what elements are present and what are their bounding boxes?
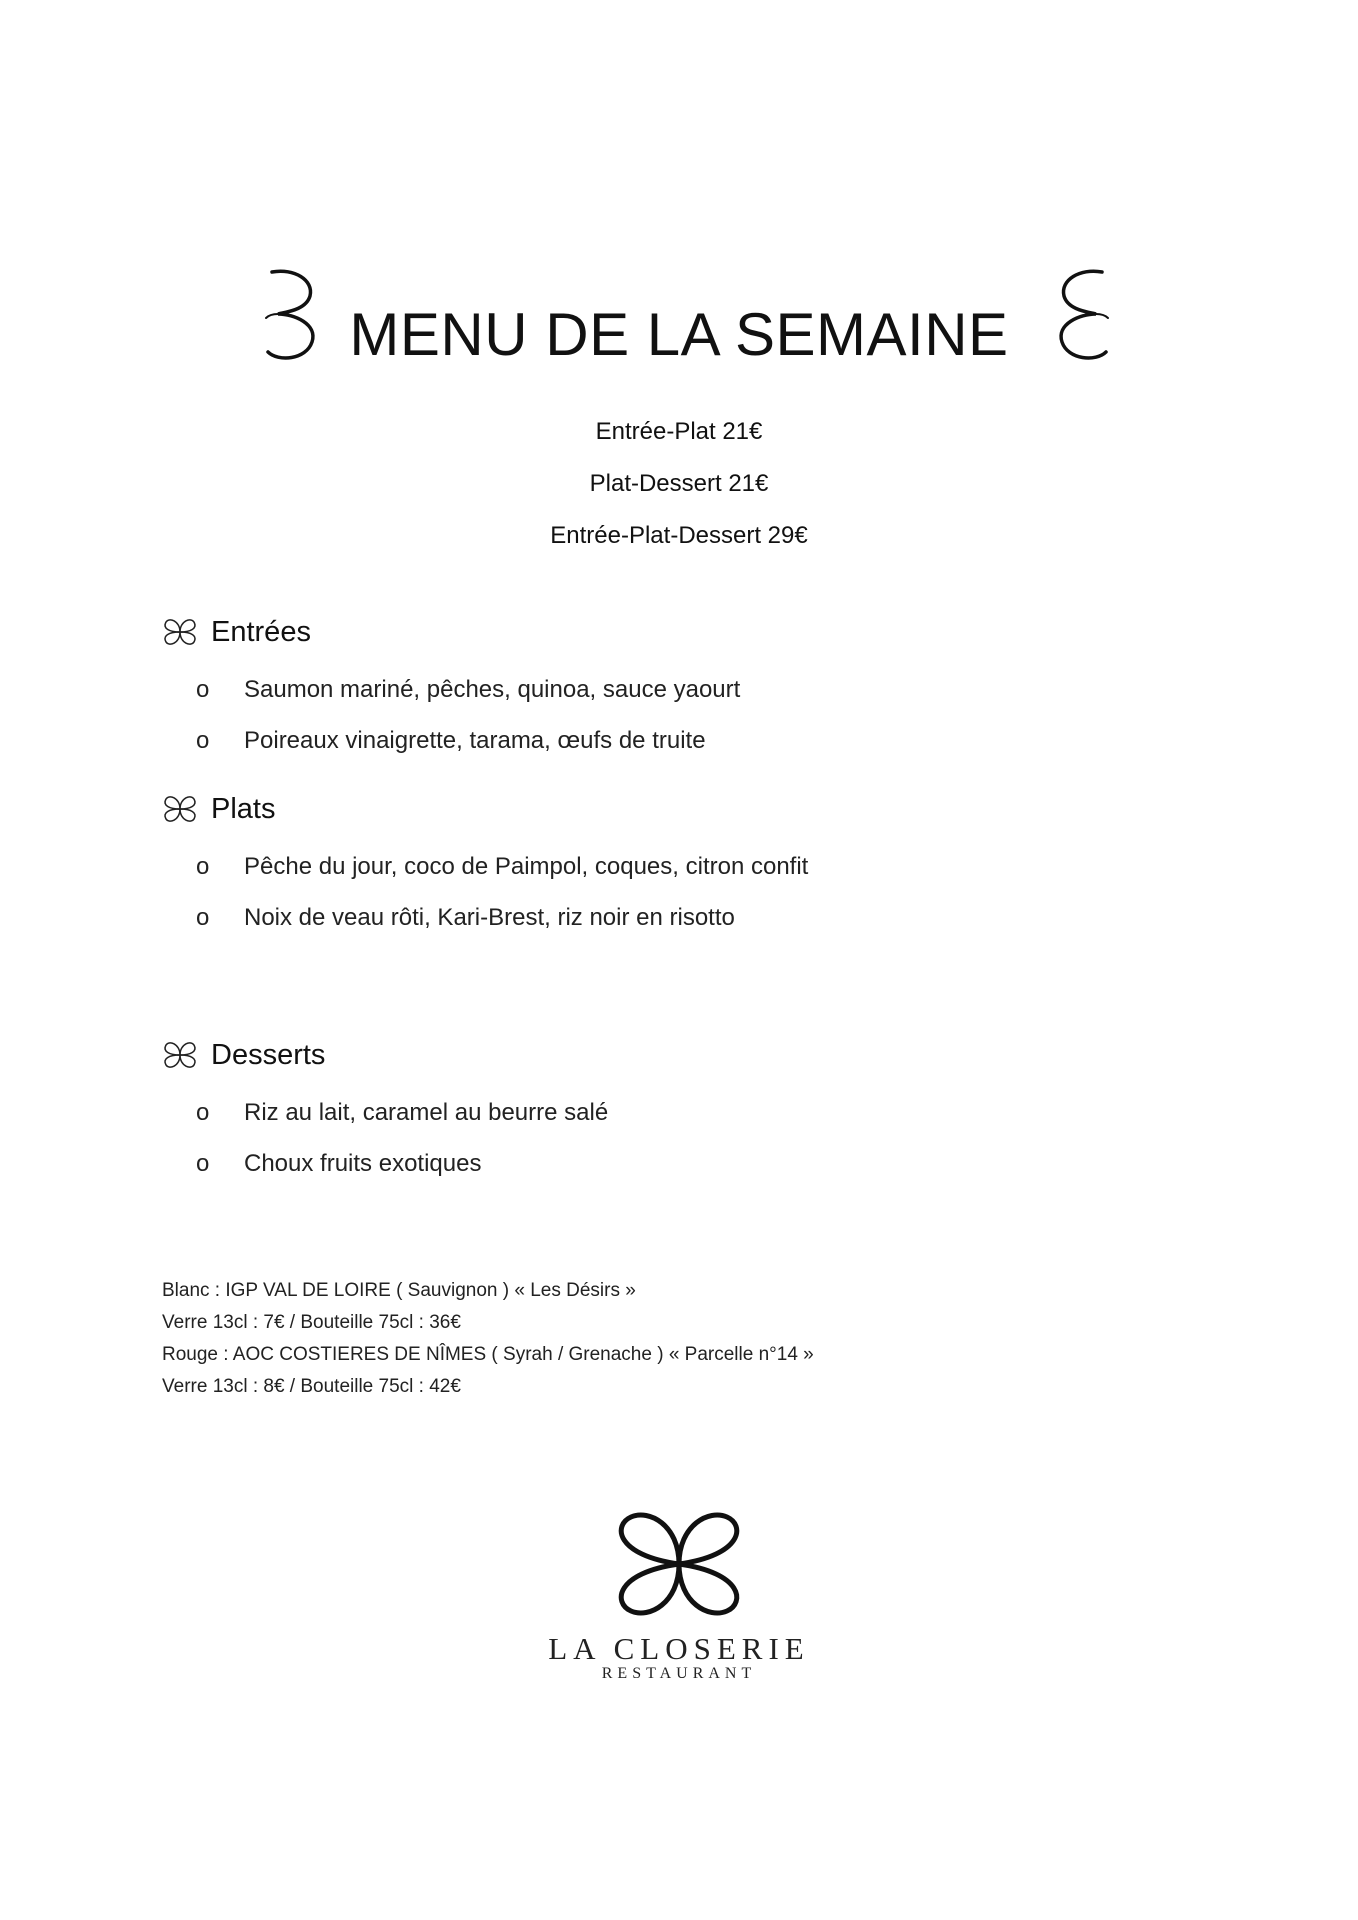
- four-leaf-flower-icon: [161, 790, 199, 828]
- menu-item-text: Saumon mariné, pêches, quinoa, sauce yaourt: [244, 675, 741, 703]
- section-title: Desserts: [211, 1038, 326, 1071]
- four-leaf-flower-icon: [161, 1036, 199, 1074]
- menu-item-text: Choux fruits exotiques: [244, 1149, 482, 1177]
- bullet-icon: o: [196, 1098, 210, 1126]
- menu-item: [161, 1087, 1211, 1138]
- item-list: [161, 1087, 1211, 1189]
- formula-entree-plat-dessert: Entrée-Plat-Dessert 29€: [550, 522, 808, 549]
- item-list: [161, 664, 1211, 766]
- menu-item: [161, 1138, 1211, 1189]
- formula-plat-dessert: Plat-Dessert 21€: [589, 470, 769, 497]
- menu-item: [161, 715, 1211, 766]
- section-desserts: [161, 1033, 1211, 1189]
- menu-item: [161, 892, 1211, 943]
- section-entrees: [161, 610, 1211, 766]
- section-header: [161, 787, 1211, 831]
- four-leaf-flower-icon: [609, 1505, 749, 1623]
- item-list: [161, 841, 1211, 943]
- page-title: MENU DE LA SEMAINE: [349, 301, 1009, 368]
- bullet-icon: o: [196, 903, 210, 931]
- section-title: Plats: [211, 792, 276, 825]
- bullet-icon: o: [196, 852, 210, 880]
- brand-name: LA CLOSERIE: [548, 1631, 810, 1666]
- wine-red-name: Rouge : AOC COSTIERES DE NÎMES ( Syrah / Grenache ) « Parcelle n°14 »: [162, 1344, 814, 1365]
- bullet-icon: o: [196, 1149, 210, 1177]
- bullet-icon: o: [196, 726, 210, 754]
- section-plats: [161, 787, 1211, 943]
- wine-white-name: Blanc : IGP VAL DE LOIRE ( Sauvignon ) « Les Désirs »: [162, 1280, 636, 1301]
- bullet-icon: o: [196, 675, 210, 703]
- four-leaf-flower-icon: [161, 613, 199, 651]
- wine-red-price: Verre 13cl : 8€ / Bouteille 75cl : 42€: [162, 1376, 461, 1397]
- menu-item: [161, 841, 1211, 892]
- section-header: [161, 1033, 1211, 1077]
- wine-list: [162, 1275, 1162, 1403]
- formula-list: [0, 406, 1358, 562]
- menu-item-text: Noix de veau rôti, Kari-Brest, riz noir en risotto: [244, 903, 735, 931]
- section-title: Entrées: [211, 615, 311, 648]
- formula-entree-plat: Entrée-Plat 21€: [595, 418, 763, 445]
- brand-subtitle: RESTAURANT: [601, 1665, 757, 1682]
- menu-item: [161, 664, 1211, 715]
- section-header: [161, 610, 1211, 654]
- menu-item-text: Poireaux vinaigrette, tarama, œufs de truite: [244, 726, 706, 754]
- restaurant-logo: [0, 1505, 1358, 1683]
- wine-white-price: Verre 13cl : 7€ / Bouteille 75cl : 36€: [162, 1312, 461, 1333]
- menu-item-text: Riz au lait, caramel au beurre salé: [244, 1098, 609, 1126]
- menu-item-text: Pêche du jour, coco de Paimpol, coques, citron confit: [244, 852, 809, 880]
